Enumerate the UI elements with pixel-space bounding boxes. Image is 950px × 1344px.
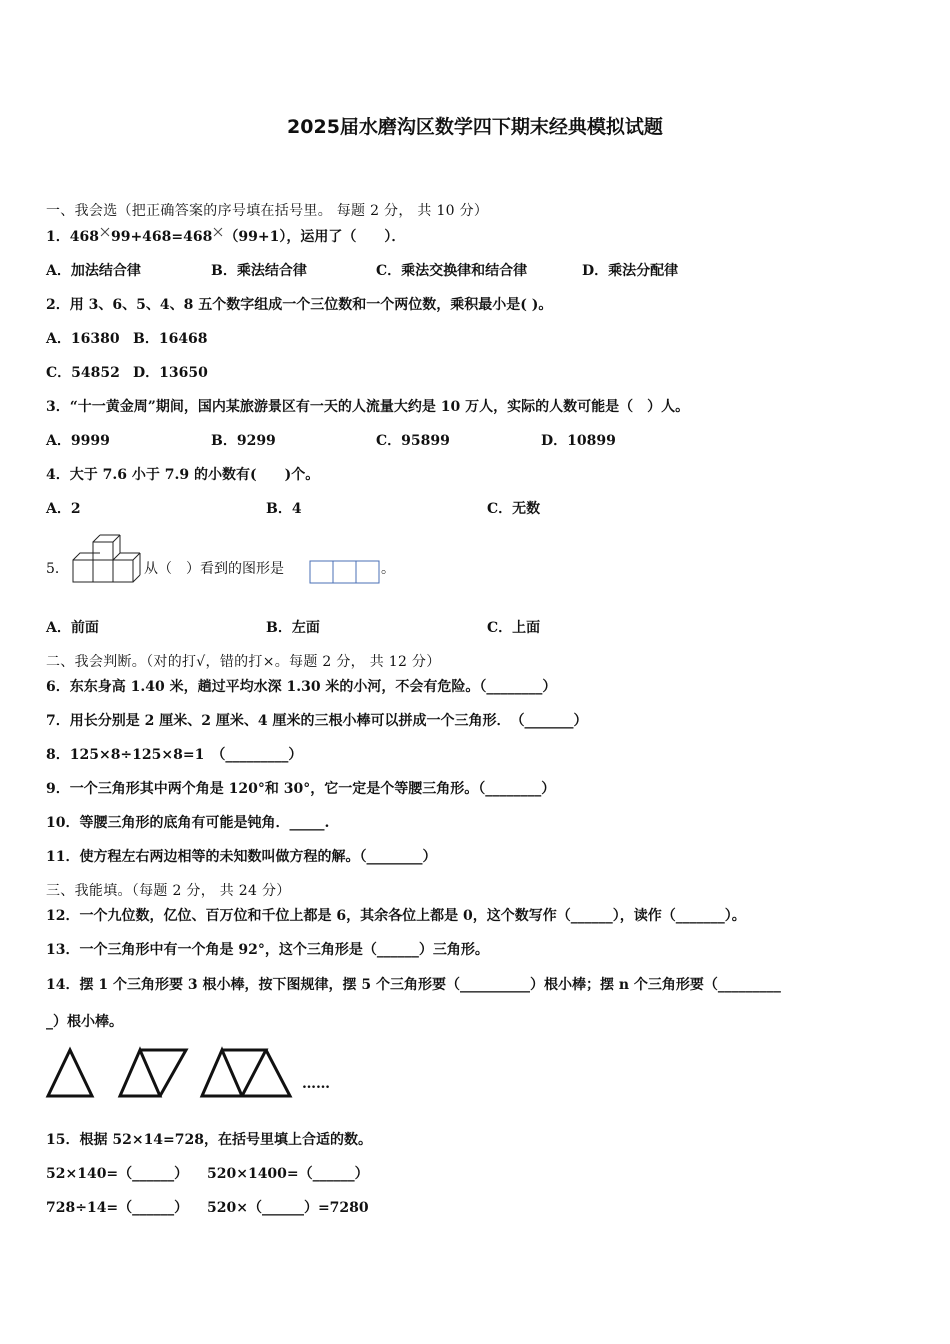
- q1-option-b[interactable]: B．乘法结合律: [211, 263, 307, 279]
- question-4: 4．大于 7.6 小于 7.9 的小数有( )个。: [46, 467, 320, 483]
- q4-option-a[interactable]: A．2: [46, 501, 81, 517]
- q2-option-a[interactable]: A．16380: [46, 331, 120, 347]
- q15-item-1: 52×140=（______）: [46, 1166, 189, 1182]
- question-12: 12．一个九位数，亿位、百万位和千位上都是 6，其余各位上都是 0，这个数写作（______），读作（_______）。: [46, 908, 746, 924]
- question-8: 8．125×8÷125×8=1 （_________）: [46, 747, 303, 763]
- question-14-cont: _）根小棒。: [46, 1014, 123, 1030]
- q1-option-c[interactable]: C．乘法交换律和结合律: [376, 263, 528, 279]
- times-icon: [99, 226, 111, 240]
- q2-option-d[interactable]: D．13650: [133, 365, 208, 381]
- section-3-heading: 三、我能填。（每题 2 分， 共 24 分）: [46, 883, 291, 899]
- question-11: 11．使方程左右两边相等的未知数叫做方程的解。（________）: [46, 849, 437, 865]
- times-icon: [212, 226, 224, 240]
- q1-part-b: 99+468=468: [110, 229, 213, 245]
- q3-option-c[interactable]: C．95899: [376, 433, 450, 449]
- page-title: 2025届水磨沟区数学四下期末经典模拟试题: [287, 116, 663, 138]
- question-7: 7．用长分别是 2 厘米、2 厘米、4 厘米的三根小棒可以拼成一个三角形． （_______）: [46, 713, 588, 729]
- q3-option-d[interactable]: D．10899: [541, 433, 616, 449]
- q4-option-b[interactable]: B．4: [266, 501, 302, 517]
- q1-part-c: （99+1），运用了（ ）．: [224, 229, 406, 245]
- question-3: 3．“十一黄金周”期间，国内某旅游景区有一天的人流量大约是 10 万人，实际的人数可能是（ ）人。: [46, 399, 690, 415]
- q3-option-a[interactable]: A．9999: [46, 433, 110, 449]
- section-2-heading: 二、我会判断。（对的打√，错的打×。每题 2 分， 共 12 分）: [46, 654, 441, 670]
- q5-option-b[interactable]: B．左面: [266, 620, 320, 636]
- q15-item-4: 520×（______）=7280: [207, 1200, 369, 1216]
- view-shape-figure: [309, 559, 381, 585]
- q1-option-a[interactable]: A．加法结合律: [46, 263, 141, 279]
- cube-stack-figure: [70, 533, 146, 585]
- question-13: 13．一个三角形中有一个角是 92°，这个三角形是（______）三角形。: [46, 942, 489, 958]
- q15-item-2: 520×1400=（______）: [207, 1166, 369, 1182]
- question-5-end: 。: [381, 561, 395, 577]
- q3-option-b[interactable]: B．9299: [211, 433, 276, 449]
- q5-option-a[interactable]: A．前面: [46, 620, 99, 636]
- question-10: 10．等腰三角形的底角有可能是钝角．_____.: [46, 815, 330, 831]
- question-5-text: 从（ ）看到的图形是: [144, 561, 284, 577]
- section-1-heading: 一、我会选（把正确答案的序号填在括号里。 每题 2 分， 共 10 分）: [46, 203, 489, 219]
- q2-option-b[interactable]: B．16468: [133, 331, 208, 347]
- q1-option-d[interactable]: D．乘法分配律: [582, 263, 679, 279]
- question-1: [46, 228, 405, 246]
- q2-option-c[interactable]: C．54852: [46, 365, 120, 381]
- question-6: 6．东东身高 1.40 米，趟过平均水深 1.30 米的小河，不会有危险。（________）: [46, 679, 557, 695]
- q4-option-c[interactable]: C．无数: [487, 501, 541, 517]
- question-2: 2．用 3、6、5、4、8 五个数字组成一个三位数和一个两位数，乘积最小是( )。: [46, 297, 553, 313]
- q15-item-3: 728÷14=（______）: [46, 1200, 189, 1216]
- triangle-pattern-figure: [44, 1046, 304, 1100]
- question-9: 9．一个三角形其中两个角是 120°和 30°，它一定是个等腰三角形。（________）: [46, 781, 556, 797]
- q1-part-a: 1．468: [46, 229, 99, 245]
- question-15: 15．根据 52×14=728，在括号里填上合适的数。: [46, 1132, 373, 1148]
- question-5-number: 5．: [46, 561, 69, 577]
- pattern-ellipsis: ……: [302, 1076, 330, 1092]
- q5-option-c[interactable]: C．上面: [487, 620, 541, 636]
- question-14: 14．摆 1 个三角形要 3 根小棒，按下图规律，摆 5 个三角形要（__________）根小棒；摆 n 个三角形要（_________: [46, 977, 781, 993]
